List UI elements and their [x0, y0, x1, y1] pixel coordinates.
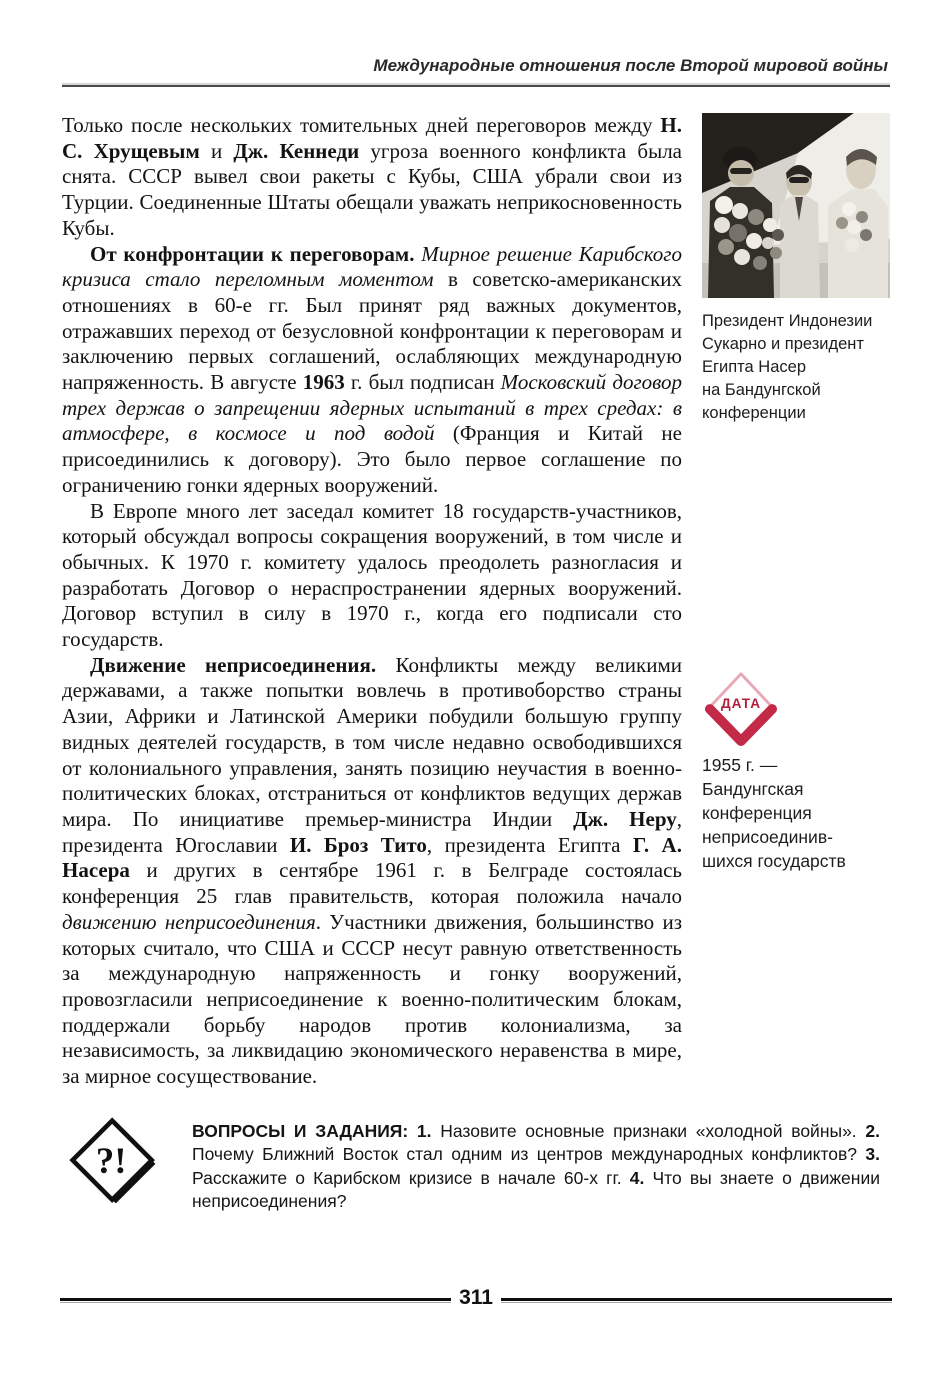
- questions-icon-label: ?!: [95, 1139, 127, 1181]
- footer-rule-right: [501, 1298, 892, 1303]
- paragraph: Движение неприсоединения. Конфликты между великими державами, а также попытки вовлечь в противоборство страны Азии, Африки и Латинской Америки побудили большую группу видных деятелей государств, в том числе недавно освободившихся от колониального управления, занять позицию неучастия в военно-политических блоках, отстраниться от конфликтов ведущих держав мира. По инициативе премьер-министра Индии Дж. Неру, президента Югославии И. Броз Тито, президента Египта Г. А. Насера и других в сентябре 1961 г. в Белграде состоялась конференция 25 глав правительств, которая положила начало движению неприсоединения. Участники движения, большинство из которых считало, что США и СССР несут равную ответственность за международную напряженность и гонку вооружений, провозгласили неприсоединение к военно-политическим блокам, поддержали борьбу народов против колониализма, за независимость, за ликвидацию экономического неравенства в мире, за мирное сосуществование.: [62, 652, 683, 1089]
- date-block: [702, 668, 890, 873]
- questions-block: [62, 1120, 890, 1214]
- running-header-title: Международные отношения после Второй мировой войны: [373, 56, 888, 75]
- data-badge-label: ДАТА: [720, 696, 762, 711]
- date-note: 1955 г. — Бандунгская конференция неприсоединив- шихся государств: [702, 755, 846, 871]
- header-rule: [62, 83, 890, 87]
- conference-photo: [702, 113, 890, 298]
- data-badge-icon: [704, 668, 778, 748]
- page-footer: [60, 1288, 892, 1312]
- photo-caption: Президент Индонезии Сукарно и президент Египта Насер на Бандунгской конференции: [702, 312, 873, 422]
- sidebar: [702, 113, 890, 1090]
- body-text: [62, 113, 682, 1090]
- paragraph: Только после нескольких томительных дней переговоров между Н. С. Хрущевым и Дж. Кеннеди угроза военного конфликта была снята. СССР вывел свои ракеты с Кубы, США убрали свои из Турции. Соединенные Штаты обещали уважать неприкосновенность Кубы.: [62, 113, 682, 240]
- questions-icon: [66, 1116, 162, 1208]
- questions-text: ВОПРОСЫ И ЗАДАНИЯ: 1. Назовите основные признаки «холодной войны». 2. Почему Ближний Восток стал одним из центров международных конфликтов? 3. Расскажите о Карибском кризисе в начале 60-х гг. 4. Что вы знаете о движении неприсоединения?: [192, 1120, 880, 1212]
- page-number: 311: [459, 1286, 493, 1309]
- content-area: [62, 113, 890, 1090]
- conference-photo-figure: [702, 113, 890, 425]
- page-header: [62, 56, 890, 87]
- footer-rule-left: [60, 1298, 451, 1303]
- paragraph: От конфронтации к переговорам. Мирное решение Карибского кризиса стало переломным моментом в советско-американских отношениях в 60-е гг. Был принят ряд важных документов, отражавших переход от безусловной конфронтации к переговорам и заключению первых соглашений, ослабляющих международную напряженность. В августе 1963 г. был подписан Московский договор трех держав о запрещении ядерных испытаний в трех средах: в атмосфере, в космосе и под водой (Франция и Китай не присоединились к договору). Это было первое соглашение по ограничению гонки ядерных вооружений.: [62, 241, 683, 497]
- paragraph: В Европе много лет заседал комитет 18 государств-участников, который обсуждал вопросы сокращения вооружений, в том числе и обычных. К 1970 г. комитету удалось преодолеть разногласия и разработать Договор о нераспространении ядерных вооружений. Договор вступил в силу в 1970 г., когда его подписали сто государств.: [62, 498, 682, 652]
